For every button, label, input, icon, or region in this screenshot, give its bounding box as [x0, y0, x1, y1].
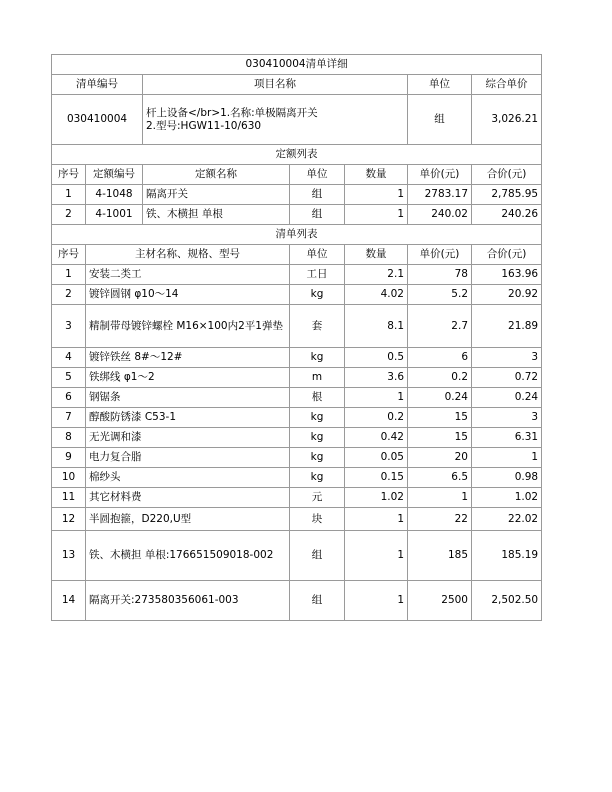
materials-price: 6 — [408, 348, 472, 368]
materials-total: 0.98 — [472, 468, 542, 488]
materials-total: 185.19 — [472, 531, 542, 581]
materials-section-row — [52, 225, 542, 245]
name-label: 项目名称 — [143, 75, 408, 95]
materials-total: 6.31 — [472, 428, 542, 448]
materials-unit: 工日 — [290, 265, 345, 285]
materials-unit: kg — [290, 448, 345, 468]
materials-name: 隔离开关:273580356061-003 — [86, 581, 290, 621]
quota-total: 240.26 — [472, 205, 542, 225]
quota-code: 4-1001 — [86, 205, 143, 225]
materials-qty: 4.02 — [345, 285, 408, 305]
materials-qty: 3.6 — [345, 368, 408, 388]
materials-unit: kg — [290, 408, 345, 428]
quota-header-row — [52, 165, 542, 185]
materials-unit: m — [290, 368, 345, 388]
materials-price: 15 — [408, 428, 472, 448]
materials-no: 3 — [52, 305, 86, 348]
materials-price: 0.2 — [408, 368, 472, 388]
code-label: 清单编号 — [52, 75, 143, 95]
materials-name: 铁、木横担 单根:176651509018-002 — [86, 531, 290, 581]
materials-unit: kg — [290, 348, 345, 368]
materials-qty: 1 — [345, 581, 408, 621]
materials-col-total: 合价(元) — [472, 245, 542, 265]
materials-row — [52, 508, 542, 531]
materials-no: 1 — [52, 265, 86, 285]
materials-qty: 0.5 — [345, 348, 408, 368]
materials-name: 精制带母镀锌螺栓 M16×100内2平1弹垫 — [86, 305, 290, 348]
materials-row — [52, 581, 542, 621]
quota-price: 240.02 — [408, 205, 472, 225]
bill-detail-table — [51, 54, 542, 621]
quota-name: 隔离开关 — [143, 185, 290, 205]
materials-col-price: 单价(元) — [408, 245, 472, 265]
materials-no: 4 — [52, 348, 86, 368]
materials-no: 10 — [52, 468, 86, 488]
materials-no: 5 — [52, 368, 86, 388]
materials-qty: 1 — [345, 531, 408, 581]
materials-unit: kg — [290, 468, 345, 488]
quota-col-qty: 数量 — [345, 165, 408, 185]
materials-total: 21.89 — [472, 305, 542, 348]
materials-no: 7 — [52, 408, 86, 428]
quota-col-name: 定额名称 — [143, 165, 290, 185]
quota-col-total: 合价(元) — [472, 165, 542, 185]
materials-price: 22 — [408, 508, 472, 531]
quota-col-unit: 单位 — [290, 165, 345, 185]
materials-row — [52, 388, 542, 408]
materials-no: 13 — [52, 531, 86, 581]
quota-section-row — [52, 145, 542, 165]
materials-unit: 块 — [290, 508, 345, 531]
materials-no: 9 — [52, 448, 86, 468]
item-name — [143, 95, 408, 145]
materials-no: 12 — [52, 508, 86, 531]
materials-unit: 组 — [290, 531, 345, 581]
quota-qty: 1 — [345, 185, 408, 205]
materials-header-row — [52, 245, 542, 265]
materials-total: 0.72 — [472, 368, 542, 388]
materials-no: 6 — [52, 388, 86, 408]
materials-row — [52, 265, 542, 285]
materials-row — [52, 428, 542, 448]
materials-price: 15 — [408, 408, 472, 428]
title-row — [52, 55, 542, 75]
materials-qty: 0.05 — [345, 448, 408, 468]
price-label: 综合单价 — [472, 75, 542, 95]
materials-row — [52, 368, 542, 388]
materials-row — [52, 448, 542, 468]
materials-col-qty: 数量 — [345, 245, 408, 265]
materials-no: 14 — [52, 581, 86, 621]
item-name-line2: 2.型号:HGW11-10/630 — [146, 119, 262, 132]
materials-no: 2 — [52, 285, 86, 305]
materials-total: 1.02 — [472, 488, 542, 508]
materials-qty: 1 — [345, 508, 408, 531]
materials-qty: 0.2 — [345, 408, 408, 428]
materials-total: 2,502.50 — [472, 581, 542, 621]
quota-unit: 组 — [290, 205, 345, 225]
materials-row — [52, 408, 542, 428]
materials-col-unit: 单位 — [290, 245, 345, 265]
materials-unit: kg — [290, 285, 345, 305]
materials-qty: 8.1 — [345, 305, 408, 348]
materials-row — [52, 285, 542, 305]
item-name-line1: 杆上设备</br>1.名称:单极隔离开关 — [146, 106, 318, 119]
materials-unit: 元 — [290, 488, 345, 508]
header-label-row — [52, 75, 542, 95]
materials-name: 铁绑线 φ1～2 — [86, 368, 290, 388]
materials-name: 棉纱头 — [86, 468, 290, 488]
materials-qty: 1 — [345, 388, 408, 408]
materials-total: 0.24 — [472, 388, 542, 408]
materials-name: 半圆抱箍，D220,U型 — [86, 508, 290, 531]
materials-price: 6.5 — [408, 468, 472, 488]
materials-row — [52, 305, 542, 348]
materials-col-name: 主材名称、规格、型号 — [86, 245, 290, 265]
materials-row — [52, 531, 542, 581]
materials-name: 其它材料费 — [86, 488, 290, 508]
materials-qty: 1.02 — [345, 488, 408, 508]
quota-col-price: 单价(元) — [408, 165, 472, 185]
quota-name: 铁、木横担 单根 — [143, 205, 290, 225]
header-value-row — [52, 95, 542, 145]
materials-no: 11 — [52, 488, 86, 508]
materials-total: 3 — [472, 408, 542, 428]
materials-row — [52, 468, 542, 488]
materials-name: 无光调和漆 — [86, 428, 290, 448]
materials-row — [52, 488, 542, 508]
quota-unit: 组 — [290, 185, 345, 205]
quota-section-title: 定额列表 — [52, 145, 542, 165]
quota-no: 1 — [52, 185, 86, 205]
materials-price: 78 — [408, 265, 472, 285]
materials-qty: 0.15 — [345, 468, 408, 488]
materials-price: 2500 — [408, 581, 472, 621]
bill-code: 030410004 — [52, 95, 143, 145]
materials-name: 安装二类工 — [86, 265, 290, 285]
materials-name: 镀锌圆钢 φ10～14 — [86, 285, 290, 305]
materials-price: 20 — [408, 448, 472, 468]
item-price: 3,026.21 — [472, 95, 542, 145]
materials-unit: 组 — [290, 581, 345, 621]
materials-total: 3 — [472, 348, 542, 368]
quota-row — [52, 185, 542, 205]
materials-col-no: 序号 — [52, 245, 86, 265]
materials-total: 1 — [472, 448, 542, 468]
materials-price: 0.24 — [408, 388, 472, 408]
materials-price: 185 — [408, 531, 472, 581]
materials-price: 2.7 — [408, 305, 472, 348]
materials-unit: 根 — [290, 388, 345, 408]
materials-section-title: 清单列表 — [52, 225, 542, 245]
quota-col-no: 序号 — [52, 165, 86, 185]
materials-total: 163.96 — [472, 265, 542, 285]
materials-name: 钢锯条 — [86, 388, 290, 408]
quota-price: 2783.17 — [408, 185, 472, 205]
materials-total: 20.92 — [472, 285, 542, 305]
quota-no: 2 — [52, 205, 86, 225]
unit-label: 单位 — [408, 75, 472, 95]
materials-unit: 套 — [290, 305, 345, 348]
materials-name: 电力复合脂 — [86, 448, 290, 468]
quota-row — [52, 205, 542, 225]
materials-name: 镀锌铁丝 8#～12# — [86, 348, 290, 368]
quota-code: 4-1048 — [86, 185, 143, 205]
materials-price: 1 — [408, 488, 472, 508]
quota-col-code: 定额编号 — [86, 165, 143, 185]
item-unit: 组 — [408, 95, 472, 145]
quota-total: 2,785.95 — [472, 185, 542, 205]
materials-total: 22.02 — [472, 508, 542, 531]
materials-unit: kg — [290, 428, 345, 448]
materials-name: 醇酸防锈漆 C53-1 — [86, 408, 290, 428]
quota-qty: 1 — [345, 205, 408, 225]
materials-price: 5.2 — [408, 285, 472, 305]
materials-qty: 2.1 — [345, 265, 408, 285]
materials-qty: 0.42 — [345, 428, 408, 448]
materials-no: 8 — [52, 428, 86, 448]
materials-row — [52, 348, 542, 368]
table-title: 030410004清单详细 — [52, 55, 542, 75]
